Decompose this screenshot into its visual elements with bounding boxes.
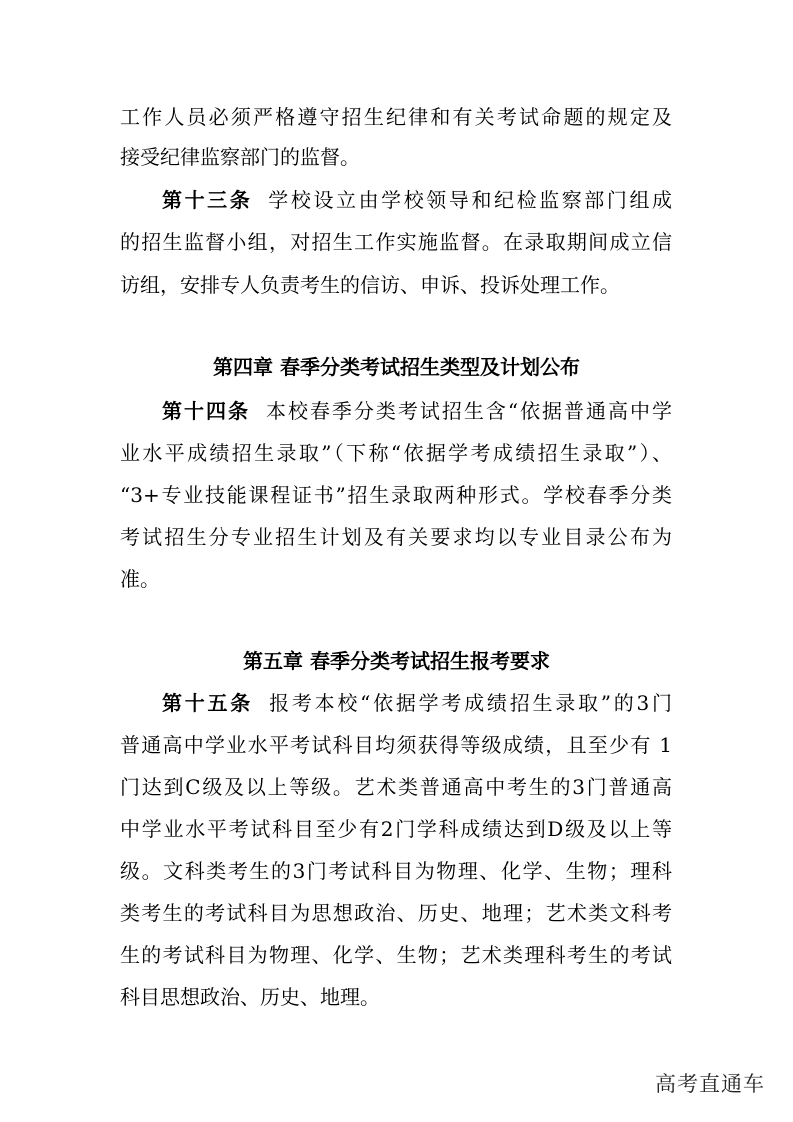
paragraph-line: 工作人员必须严格遵守招生纪律和有关考试命题的规定及 <box>120 105 672 129</box>
article-13-number: 第十三条 <box>162 188 253 212</box>
paragraph-line: 普通高中学业水平考试科目均须获得等级成绩，且至少有 1 <box>120 733 672 757</box>
paragraph-line: 业水平成绩招生录取”（下称“依据学考成绩招生录取”）、 <box>120 441 672 465</box>
paragraph-line: “3+专业技能课程证书”招生录取两种形式。学校春季分类 <box>120 483 672 507</box>
paragraph-line: 科目思想政治、历史、地理。 <box>120 985 380 1009</box>
paragraph-line: 门达到C级及以上等级。艺术类普通高中考生的3门普通高 <box>120 775 672 799</box>
article-15-text: 报考本校“依据学考成绩招生录取”的3门 <box>269 691 672 715</box>
paragraph-line: 的招生监督小组，对招生工作实施监督。在录取期间成立信 <box>120 230 672 254</box>
article-14-number: 第十四条 <box>162 399 250 423</box>
paragraph-line: 访组，安排专人负责考生的信访、申诉、投诉处理工作。 <box>120 273 620 297</box>
chapter-4-title: 第四章 春季分类考试招生类型及计划公布 <box>213 355 580 379</box>
paragraph-line: 级。文科类考生的3门考试科目为物理、化学、生物；理科 <box>120 859 672 883</box>
paragraph-line: 中学业水平考试科目至少有2门学科成绩达到D级及以上等 <box>120 817 672 841</box>
article-13-text: 学校设立由学校领导和纪检监察部门组成 <box>268 188 673 212</box>
watermark-text: 高考直通车 <box>655 1072 765 1096</box>
article-14-text: 本校春季分类考试招生含“依据普通高中学 <box>265 399 673 423</box>
article-13-first-line <box>162 187 672 213</box>
paragraph-line: 考试招生分专业招生计划及有关要求均以专业目录公布为 <box>120 525 672 549</box>
paragraph-line: 生的考试科目为物理、化学、生物；艺术类理科考生的考试 <box>120 943 672 967</box>
paragraph-line: 接受纪律监察部门的监督。 <box>120 145 360 169</box>
article-15-number: 第十五条 <box>162 691 254 715</box>
article-15-first-line <box>162 690 672 716</box>
article-14-first-line <box>162 398 672 424</box>
chapter-5-title: 第五章 春季分类考试招生报考要求 <box>243 649 550 673</box>
paragraph-line: 类考生的考试科目为思想政治、历史、地理；艺术类文科考 <box>120 901 672 925</box>
paragraph-line: 准。 <box>120 567 160 591</box>
